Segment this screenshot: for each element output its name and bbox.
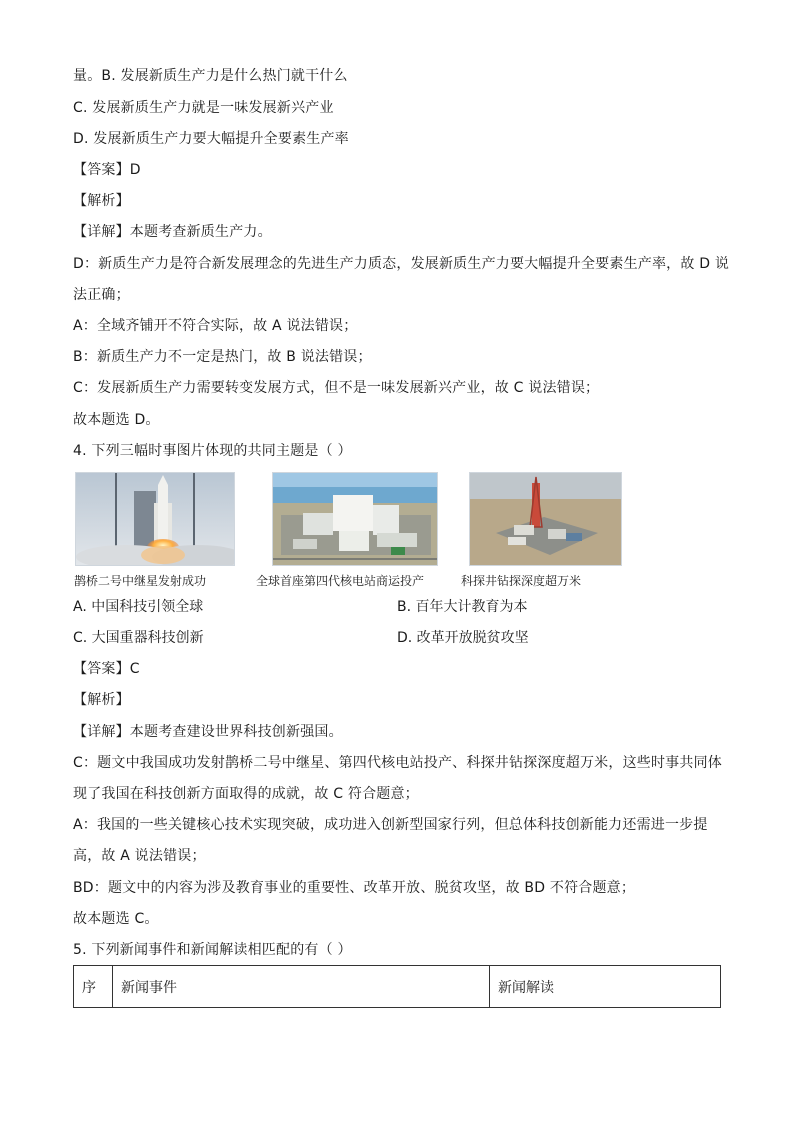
rocket-launch-photo: [75, 472, 235, 566]
q4-option-b: B. 百年大计教育为本: [397, 599, 528, 615]
q4-option-d: D. 改革开放脱贫攻坚: [397, 630, 529, 646]
line-q4-answer: 【答案】C: [73, 661, 140, 677]
line-q4-detail-c: C：题文中我国成功发射鹊桥二号中继星、第四代核电站投产、科探井钻探深度超万米，这些时事共同体: [73, 755, 722, 771]
news-table-header-row: [74, 966, 721, 1008]
line-q3-conclusion: 故本题选 D。: [73, 412, 160, 428]
header-news-event: 新闻事件: [113, 966, 490, 1008]
q4-option-a: A. 中国科技引领全球: [73, 599, 204, 615]
line-q4-detail-bd: BD：题文中的内容为涉及教育事业的重要性、改革开放、脱贫攻坚，故 BD 不符合题意；: [73, 880, 636, 896]
line-q3-detail-heading: 【详解】本题考查新质生产力。: [73, 224, 272, 240]
line-q3-analysis-heading: 【解析】: [73, 193, 130, 209]
line-q3-option-c: C. 发展新质生产力就是一味发展新兴产业: [73, 100, 334, 116]
line-q4-detail-heading: 【详解】本题考查建设世界科技创新强国。: [73, 724, 343, 740]
header-index: 序: [74, 966, 113, 1008]
drilling-well-image: [470, 473, 621, 565]
header-news-interpretation: 新闻解读: [490, 966, 721, 1008]
q4-option-c: C. 大国重器科技创新: [73, 630, 204, 646]
line-q3-option-d: D. 发展新质生产力要大幅提升全要素生产率: [73, 131, 349, 147]
line-q3-option-b: 量。B. 发展新质生产力是什么热门就干什么: [73, 68, 348, 84]
line-q3-detail-c: C：发展新质生产力需要转变发展方式，但不是一味发展新兴产业，故 C 说法错误；: [73, 380, 600, 396]
rocket-launch-image: [76, 473, 234, 565]
news-table: [73, 965, 721, 1008]
line-q4-conclusion: 故本题选 C。: [73, 911, 159, 927]
line-q3-answer: 【答案】D: [73, 162, 141, 178]
line-q4-detail-a: A：我国的一些关键核心技术实现突破，成功进入创新型国家行列，但总体科技创新能力还需进一步提: [73, 817, 708, 833]
line-q5-stem: 5. 下列新闻事件和新闻解读相匹配的有（ ）: [73, 942, 352, 958]
drilling-well-photo: [469, 472, 622, 566]
caption-rocket-launch: 鹊桥二号中继星发射成功: [74, 574, 207, 588]
line-q3-detail-a: A：全域齐铺开不符合实际，故 A 说法错误；: [73, 318, 358, 334]
line-q4-analysis-heading: 【解析】: [73, 692, 130, 708]
line-q4-detail-a-cont: 高，故 A 说法错误；: [73, 848, 206, 864]
line-q4-stem: 4. 下列三幅时事图片体现的共同主题是（ ）: [73, 443, 352, 459]
line-q3-detail-d-cont: 法正确；: [73, 287, 130, 303]
nuclear-station-photo: [272, 472, 438, 566]
line-q3-detail-d: D：新质生产力是符合新发展理念的先进生产力质态，发展新质生产力要大幅提升全要素生产率，故 D 说: [73, 256, 730, 272]
line-q3-detail-b: B：新质生产力不一定是热门，故 B 说法错误；: [73, 349, 372, 365]
nuclear-station-image: [273, 473, 437, 565]
caption-drilling-well: 科探井钻探深度超万米: [461, 574, 582, 588]
line-q4-detail-c-cont: 现了我国在科技创新方面取得的成就，故 C 符合题意；: [73, 786, 419, 802]
caption-nuclear-station: 全球首座第四代核电站商运投产: [256, 574, 425, 588]
